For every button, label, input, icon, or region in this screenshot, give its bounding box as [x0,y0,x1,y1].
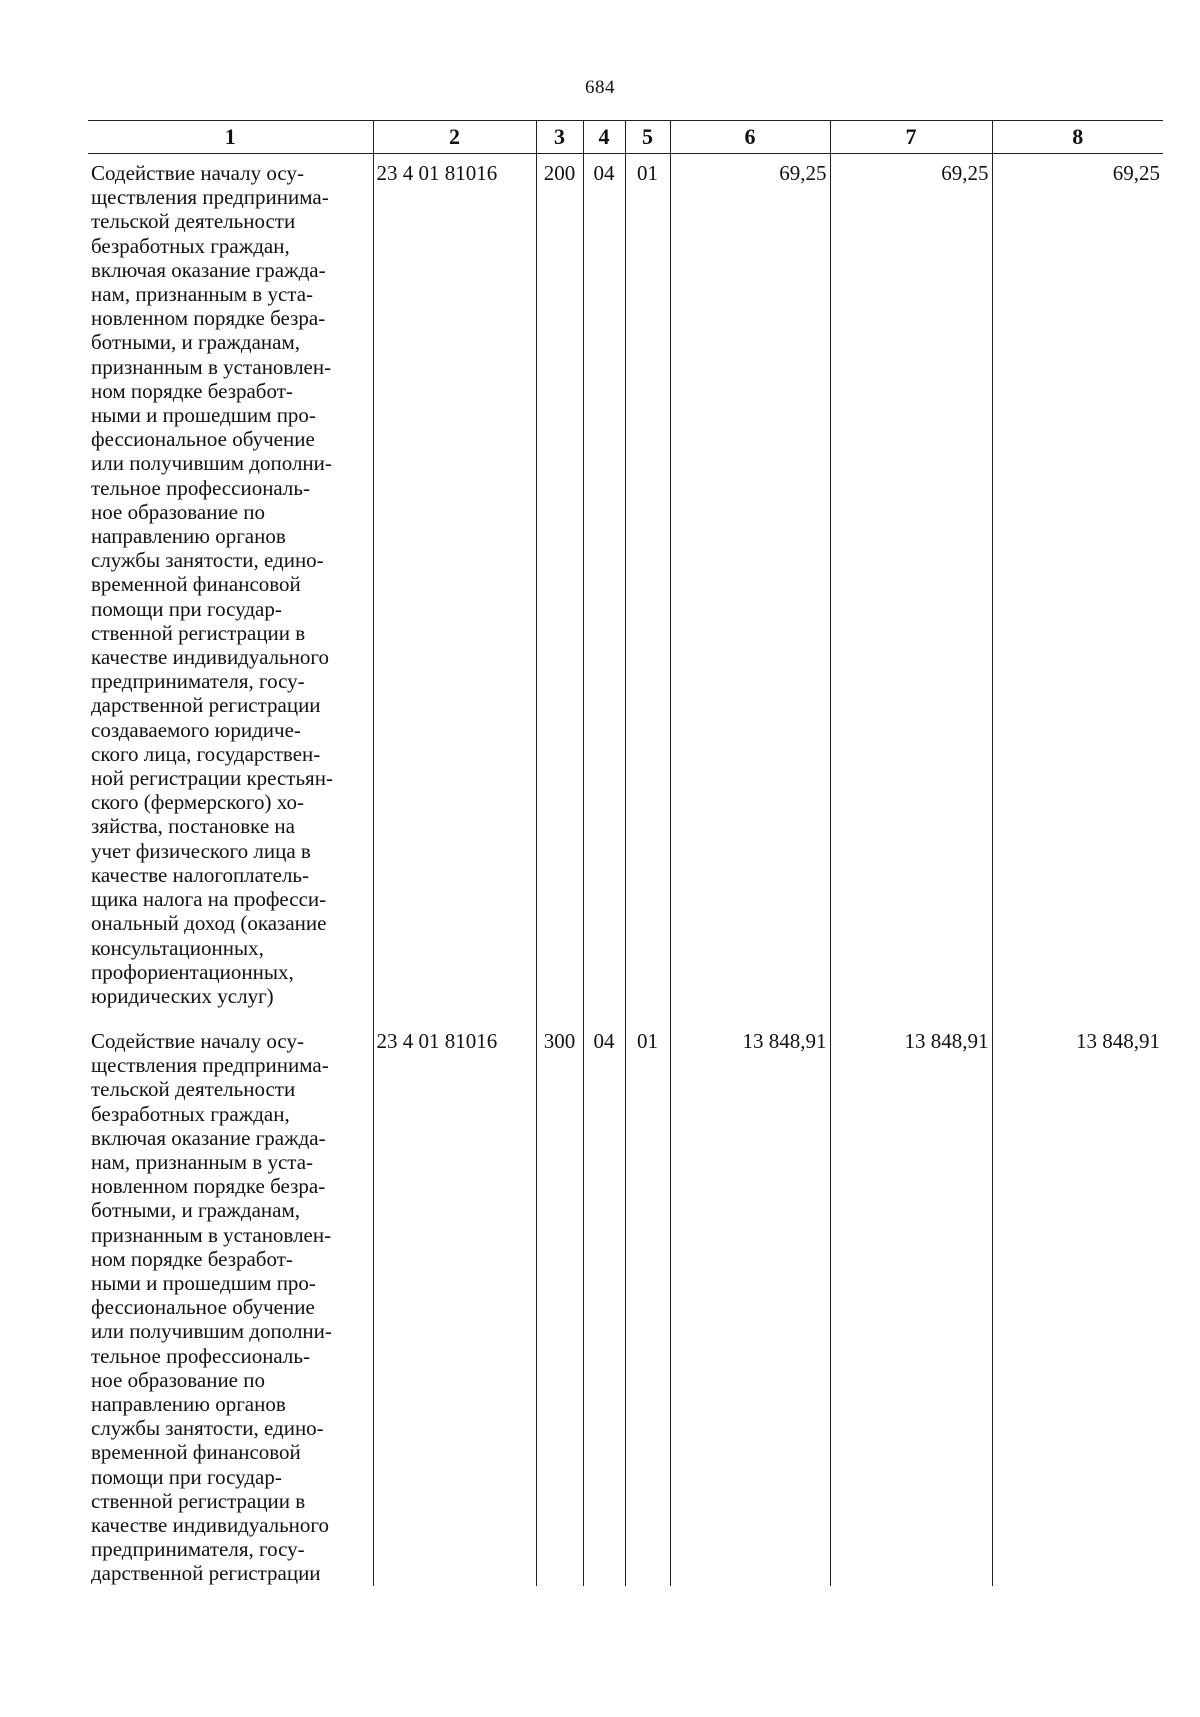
row-target-code: 23 4 01 81016 [373,154,536,1024]
header-col-3: 3 [536,121,583,154]
header-col-1: 1 [88,121,373,154]
row-amount-year-2: 13 848,91 [830,1023,992,1586]
row-expense-type: 300 [536,1023,583,1586]
budget-table [88,120,1163,1586]
header-col-5: 5 [625,121,670,154]
row-target-code: 23 4 01 81016 [373,1023,536,1586]
row-subsection: 01 [625,1023,670,1586]
row-amount-year-1: 13 848,91 [670,1023,830,1586]
row-amount-year-2: 69,25 [830,154,992,1024]
header-col-7: 7 [830,121,992,154]
row-expense-type: 200 [536,154,583,1024]
header-row [88,121,1163,154]
header-col-6: 6 [670,121,830,154]
row-amount-year-1: 69,25 [670,154,830,1024]
row-description: Содействие началу осу- ществления предпринима- тельской деятельности безработных граждан, включая оказание гражда- нам, признанным в уста- новленном порядке безра- ботными, и гражданам, признанным в установлен- ном порядке безработ- ными и прошедшим про- фессиональное обучение или получившим дополни- тельное профессиональ- ное образование по направлению органов службы занятости, едино- временной финансовой помощи при государ- ственной регистрации в качестве индивидуального предпринимателя, госу- дарственной регистрации создаваемого юридиче- ского лица, государствен- ной регистрации крестьян- ского (фермерского) хо- зяйства, постановке на учет физического лица в качестве налогоплатель- щика налога на професси- ональный доход (оказание консультационных, профориентационных, юридических услуг) [88,154,373,1024]
table-row [88,154,1163,1024]
row-description: Содействие началу осу- ществления предпринима- тельской деятельности безработных граждан, включая оказание гражда- нам, признанным в уста- новленном порядке безра- ботными, и гражданам, признанным в установлен- ном порядке безработ- ными и прошедшим про- фессиональное обучение или получившим дополни- тельное профессиональ- ное образование по направлению органов службы занятости, едино- временной финансовой помощи при государ- ственной регистрации в качестве индивидуального предпринимателя, госу- дарственной регистрации [88,1023,373,1586]
row-section: 04 [583,1023,625,1586]
header-col-2: 2 [373,121,536,154]
row-amount-year-3: 69,25 [992,154,1163,1024]
header-col-4: 4 [583,121,625,154]
table-header [88,121,1163,154]
header-col-8: 8 [992,121,1163,154]
row-section: 04 [583,154,625,1024]
table-body [88,154,1163,1586]
row-subsection: 01 [625,154,670,1024]
page-number: 684 [585,77,615,98]
row-amount-year-3: 13 848,91 [992,1023,1163,1586]
table-row [88,1023,1163,1586]
